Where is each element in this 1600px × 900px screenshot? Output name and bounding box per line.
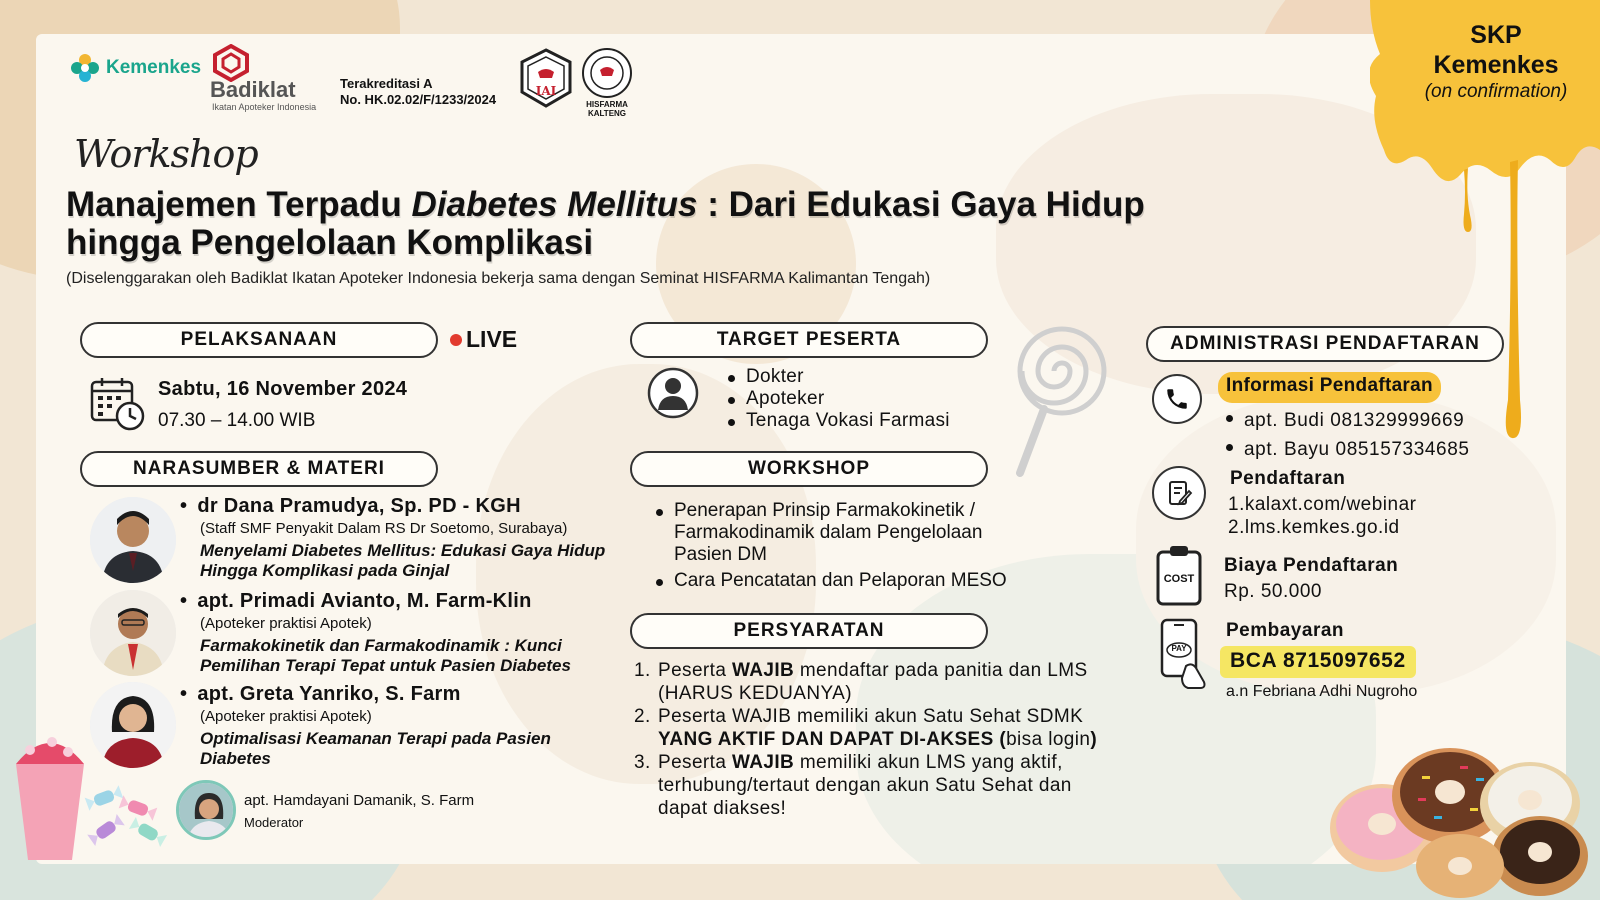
persyaratan-heading: PERSYARATAN	[630, 613, 988, 649]
title-line2: hingga Pengelolaan Komplikasi	[66, 223, 594, 262]
user-icon	[646, 366, 700, 420]
pay-bank: BCA 8715097652	[1220, 646, 1416, 678]
list-item[interactable]: 1.kalaxt.com/webinar	[1228, 494, 1417, 515]
event-date: Sabtu, 16 November 2024	[158, 378, 408, 400]
speaker-name: • dr Dana Pramudya, Sp. PD - KGH	[180, 495, 620, 518]
lollipop-icon	[1010, 325, 1110, 480]
skp-line1: SKP	[1470, 21, 1522, 49]
accreditation-line2: No. HK.02.02/F/1233/2024	[340, 92, 497, 107]
avatar	[176, 780, 236, 840]
live-indicator	[450, 326, 517, 353]
req1-c: mendaftar pada panitia dan LMS (HARUS KEDUANYA)	[658, 660, 1088, 704]
phone-icon-badge	[1152, 374, 1202, 424]
list-item: apt. Budi 081329999669	[1222, 406, 1470, 435]
hisfarma-seal-icon	[580, 46, 634, 100]
iai-label: IAI	[535, 84, 557, 98]
reg-label: Pendaftaran	[1230, 468, 1346, 489]
drink-candy-decoration	[8, 728, 168, 868]
list-item: 2. Peserta WAJIB memiliki akun Satu Sehat SDMK YANG AKTIF DAN DAPAT DI-AKSES (bisa login)	[634, 706, 1098, 750]
workshop-list	[652, 500, 1022, 592]
speaker-photo-1	[90, 497, 176, 583]
accreditation	[340, 76, 496, 108]
req2-c: bisa login	[1006, 729, 1091, 750]
kemenkes-flower-icon	[70, 53, 100, 83]
event-time: 07.30 – 14.00 WIB	[158, 410, 316, 431]
cost-icon-label: COST	[1163, 573, 1195, 585]
skp-line3: (on confirmation)	[1424, 81, 1568, 102]
pelaksanaan-heading: PELAKSANAAN	[80, 322, 438, 358]
req1-a: Peserta	[658, 660, 732, 681]
badiklat-label: Badiklat	[210, 77, 296, 102]
contact-list	[1222, 406, 1470, 464]
list-item: Tenaga Vokasi Farmasi	[724, 410, 950, 432]
form-icon-badge	[1152, 466, 1206, 520]
kemenkes-logo	[70, 52, 210, 84]
workshop-heading: WORKSHOP	[630, 451, 988, 487]
speaker-name: • apt. Primadi Avianto, M. Farm-Klin	[180, 590, 620, 613]
list-item: Apoteker	[724, 388, 950, 410]
title-line1-c: : Dari Edukasi Gaya Hidup	[697, 185, 1145, 224]
title-line1-a: Manajemen Terpadu	[66, 185, 412, 224]
calendar-clock-icon	[90, 376, 146, 432]
title-line1-b: Diabetes Mellitus	[411, 185, 698, 224]
admin-heading: ADMINISTRASI PENDAFTARAN	[1146, 326, 1504, 362]
live-label: LIVE	[466, 326, 518, 352]
narasumber-heading: NARASUMBER & MATERI	[80, 451, 438, 487]
avatar	[90, 497, 176, 583]
list-item: Cara Pencatatan dan Pelaporan MESO	[652, 570, 1022, 592]
req1-b: WAJIB	[731, 660, 795, 681]
info-label: Informasi Pendaftaran	[1218, 372, 1441, 403]
workshop-kicker: Workshop	[74, 132, 258, 176]
skp-line2: Kemenkes	[1433, 51, 1559, 79]
list-item: Dokter	[724, 366, 950, 388]
badiklat-sub: Ikatan Apoteker Indonesia	[212, 102, 317, 112]
kemenkes-label: Kemenkes	[106, 57, 202, 78]
target-list	[724, 366, 950, 432]
phone-pay-icon	[1156, 616, 1212, 690]
moderator-role: Moderator	[244, 815, 304, 830]
live-dot-icon	[450, 334, 462, 346]
req3-c: memiliki akun LMS yang aktif, terhubung/tertaut dengan akun Satu Sehat dan dapat diakses!	[658, 752, 1072, 819]
accreditation-line1: Terakreditasi A	[340, 76, 433, 91]
speaker-affiliation: (Apoteker praktisi Apotek)	[200, 708, 372, 725]
speaker-2	[180, 590, 620, 676]
hisfarma-logo	[580, 46, 634, 120]
list-item: 3. Peserta WAJIB memiliki akun LMS yang aktif, terhubung/tertaut dengan akun Satu Sehat dan dapat diakses!	[634, 752, 1072, 819]
badiklat-logo	[210, 44, 338, 114]
req2-a: Peserta WAJIB memiliki akun Satu Sehat SDMK	[658, 706, 1084, 727]
speaker-topic: Optimalisasi Keamanan Terapi pada Pasien Diabetes	[200, 729, 551, 768]
target-heading: TARGET PESERTA	[630, 322, 988, 358]
req2-b: YANG AKTIF DAN DAPAT DI-AKSES (	[658, 729, 1007, 750]
reg-links	[1228, 493, 1416, 539]
req3-a: Peserta	[658, 752, 732, 773]
iai-logo	[518, 48, 574, 108]
pay-label: Pembayaran	[1226, 620, 1345, 641]
speaker-affiliation: (Apoteker praktisi Apotek)	[200, 615, 372, 632]
reg-link-1[interactable]: kalaxt.com/webinar	[1244, 494, 1417, 515]
avatar	[90, 590, 176, 676]
phone-icon	[1164, 386, 1190, 412]
pay-name: a.n Febriana Adhi Nugroho	[1226, 683, 1418, 700]
speaker-1	[180, 495, 620, 581]
speaker-photo-2	[90, 590, 176, 676]
cost-label: Biaya Pendaftaran	[1224, 555, 1399, 576]
req2-d: )	[1090, 729, 1098, 750]
moderator-name: apt. Hamdayani Damanik, S. Farm	[244, 792, 475, 809]
persyaratan-list	[634, 659, 1124, 820]
list-item: apt. Bayu 085157334685	[1222, 435, 1470, 464]
donuts-decoration	[1330, 738, 1600, 900]
speaker-topic: Farmakokinetik dan Farmakodinamik : Kunci Pemilihan Terapi Tepat untuk Pasien Diabetes	[200, 636, 571, 675]
iai-shield-icon	[518, 48, 574, 108]
cost-value: Rp. 50.000	[1224, 581, 1322, 602]
page-title	[66, 186, 1326, 262]
speaker-topic: Menyelami Diabetes Mellitus: Edukasi Gaya Hidup Hingga Komplikasi pada Ginjal	[200, 541, 606, 580]
edit-form-icon	[1165, 479, 1193, 507]
reg-link-2[interactable]: lms.kemkes.go.id	[1244, 517, 1400, 538]
speaker-3	[180, 683, 620, 769]
speaker-name: • apt. Greta Yanriko, S. Farm	[180, 683, 620, 706]
list-item: Penerapan Prinsip Farmakokinetik / Farmakodinamik dalam Pengelolaan Pasien DM	[652, 500, 1022, 566]
list-item: 1. Peserta WAJIB mendaftar pada panitia dan LMS (HARUS KEDUANYA)	[634, 660, 1088, 704]
speaker-affiliation: (Staff SMF Penyakit Dalam RS Dr Soetomo, Surabaya)	[200, 520, 568, 537]
subtitle: (Diselenggarakan oleh Badiklat Ikatan Apoteker Indonesia bekerja sama dengan Seminat HISFARMA Kalimantan Tengah)	[66, 270, 931, 287]
list-item[interactable]: 2.lms.kemkes.go.id	[1228, 517, 1400, 538]
req3-b: WAJIB	[731, 752, 795, 773]
pay-icon-label: PAY	[1171, 644, 1187, 653]
hisfarma-label: HISFARMA KALTENG	[586, 100, 628, 118]
